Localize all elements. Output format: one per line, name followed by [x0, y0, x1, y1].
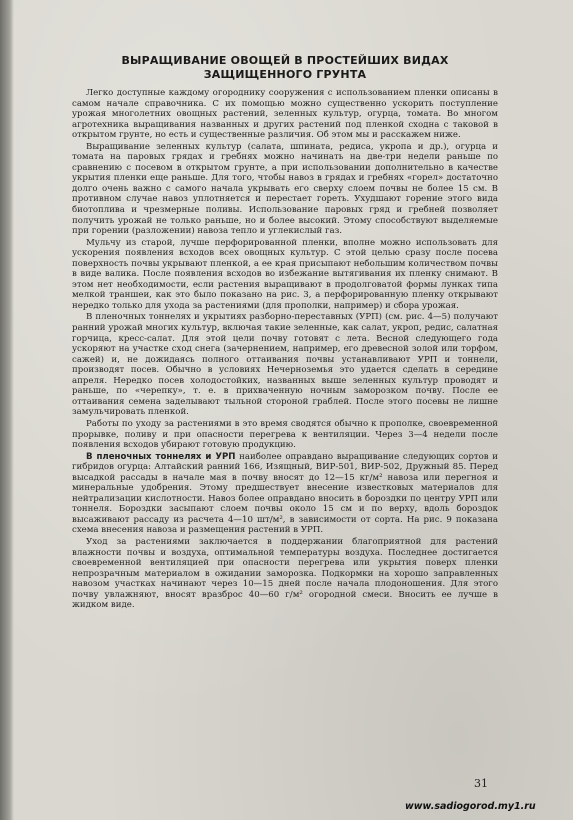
paragraph-cucumber-text: наиболее оправдано выращивание следующих сортов и гибридов огурца: Алтайский ранний 166, Изящный, ВИР-501, ВИР-502, Дружный 85. Перед высадкой рассады в начале мая в почву вносят до 12—15 кг/м² навоза или перегноя и минеральные удобрения. Этому предшествует внесение известковых материалов для нейтрализации кислотности. Навоз более оправдано вносить в бороздки по центру УРП или тоннеля. Бороздки засыпают слоем почвы около 15 см и по верху, вдоль бороздок высаживают рассаду из расчета 4—10 шт/м², в зависимости от сорта. На рис. 9 показана схема внесения навоза и размещения растений в УРП.	[72, 451, 498, 536]
paragraph-intro: Легко доступные каждому огороднику сооружения с использованием пленки описаны в самом начале справочника. С их помощью можно существенно ускорить поступление урожая многолетних овощных растений, зеленных культур, огурца, томата. Во многом агротехника выращивания названных и других растений под пленкой сходна с таковой в открытом грунте, но есть и существенные различия. Об этом мы и расскажем ниже.	[72, 88, 498, 141]
paragraph-cucumber-varieties	[72, 452, 498, 536]
paragraph-greens-on-hotbeds: Выращивание зеленных культур (салата, шпината, редиса, укропа и др.), огурца и томата на паровых грядах и гребнях можно начинать на две-три недели раньше по сравнению с посевом в открытом грунте, а при использовании дополнительно в качестве укрытия пленки еще раньше. Для того, чтобы навоз в грядах и гребнях «горел» достаточно долго очень важно с самого начала укрывать его сверху слоем почвы не более 15 см. В противном случае навоз уплотняется и перестает гореть. Ухудшают горение этого вида биотоплива и чрезмерные поливы. Использование паровых гряд и гребней позволяет получить урожай не только раньше, но и более высокий. Этому способствуют выделяемые при горении (разложении) навоза тепло и углекислый газ.	[72, 141, 498, 237]
title-line-2: ЗАЩИЩЕННОГО ГРУНТА	[203, 68, 367, 81]
article-body	[72, 88, 498, 612]
paragraph-lead-emphasis: В пленочных тоннелях и УРП	[86, 451, 236, 462]
page-binding-edge	[0, 0, 14, 820]
paragraph-film-mulch: Мульчу из старой, лучше перфорированной пленки, вполне можно использовать для ускорения появления всходов всех овощных культур. С этой целью сразу после посева поверхность почвы укрывают пленкой, а ее края присыпают небольшим количеством почвы в виде валика. После появления всходов во избежание вытягивания их пленку снимают. В этом нет необходимости, если растения выращивают в продолговатой формы лунках типа мелкой траншеи, как это было показано на рис. 3, а перфорированную пленку открывают нередко только для ухода за растениями (для прополки, например) и сбора урожая.	[72, 237, 498, 311]
page-number: 31	[474, 777, 488, 790]
watermark-url: www.sadiogorod.my1.ru	[405, 801, 536, 812]
paragraph-plant-care: Уход за растениями заключается в поддержании благоприятной для растений влажности почвы и воздуха, оптимальной температуры воздуха. Последнее достигается своевременной вентиляцией при опасности перегрева или укрытия поверх пленки непрозрачным материалом в ожидании заморозка. Подкормки на хорошо заправленных навозом участках начинают через 10—15 дней после начала плодоношения. Для этого почву увлажняют, вносят вразброс 40—60 г/м² огородной смеси. Вносить ее лучше в жидком виде.	[72, 536, 498, 611]
section-title	[95, 54, 475, 82]
paragraph-care-work: Работы по уходу за растениями в это время сводятся обычно к прополке, своевременной прорывке, поливу и при опасности перегрева к вентиляции. Через 3—4 недели после появления всходов убирают готовую продукцию.	[72, 418, 498, 451]
paragraph-film-tunnels: В пленочных тоннелях и укрытиях разборно-переставных (УРП) (см. рис. 4—5) получают ранний урожай многих культур, включая такие зеленные, как салат, укроп, редис, салатная горчица, кресс-салат. Для этой цели почву готовят с лета. Весной следующего года ускоряют на участке сход снега (зачернением, например, его древесной золой или торфом, сажей) и, не дожидаясь полного оттаивания почвы устанавливают УРП и тоннели, производят посев. Обычно в условиях Нечерноземья это удается сделать в середине апреля. Нередко посев холодостойких, названных выше зеленных культур проводят и раньше, по «черепку», т. е. в прихваченную ночным заморозком почву. После ее оттаивания семена заделывают тыльной стороной граблей. После этого посевы не лишне замульчировать пленкой.	[72, 312, 498, 418]
title-line-1: ВЫРАЩИВАНИЕ ОВОЩЕЙ В ПРОСТЕЙШИХ ВИДАХ	[121, 54, 449, 67]
